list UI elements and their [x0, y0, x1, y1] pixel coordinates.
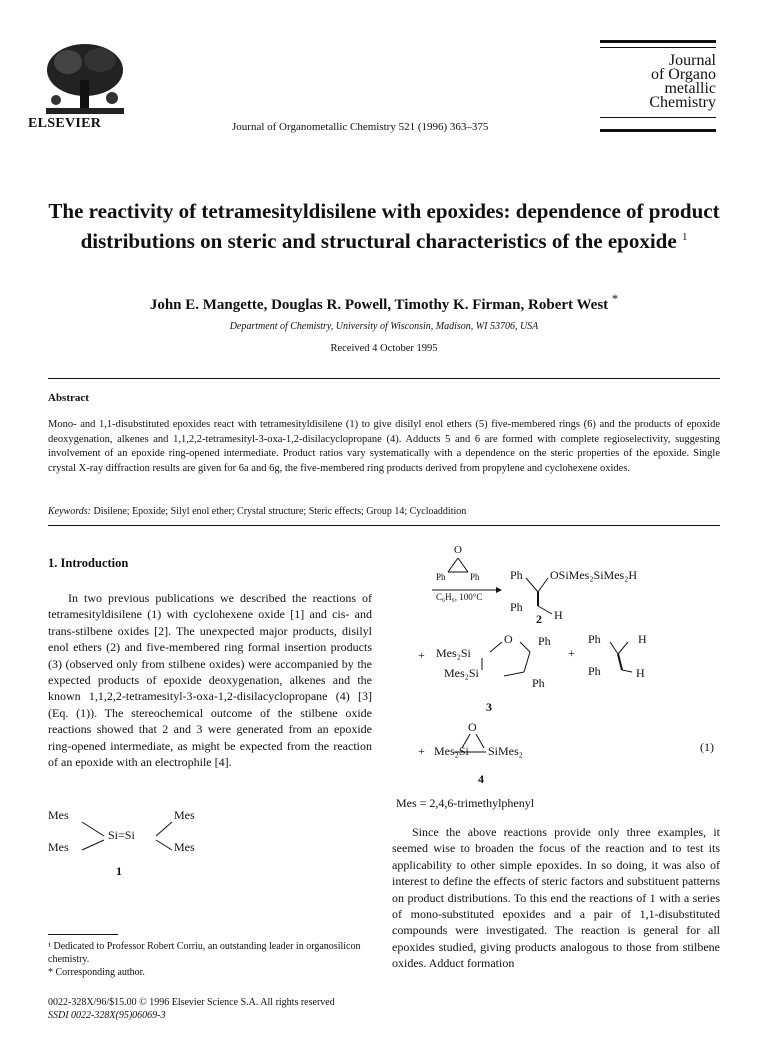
affiliation: Department of Chemistry, University of Wisconsin, Madison, WI 53706, USA: [229, 321, 539, 332]
mes-label: Mes: [48, 840, 69, 854]
article-title: [40, 198, 728, 254]
mes-label: Mes: [174, 840, 195, 854]
elsevier-tree-logo: [40, 40, 130, 118]
si-si-bond: Si=Si: [108, 828, 135, 842]
divider: [48, 525, 720, 526]
compound-label: 2: [536, 612, 542, 626]
ssdi-line: SSDI 0022-328X(95)06069-3: [48, 1010, 166, 1021]
article-title-text: The reactivity of tetramesityldisilene with epoxides: dependence of product distributions on steric and structural characteristics of the epoxide: [48, 199, 720, 253]
mes2si-label: Mes₂Si: [436, 646, 471, 660]
section-heading: 1. Introduction: [48, 556, 129, 570]
authors-text: John E. Mangette, Douglas R. Powell, Timothy K. Firman, Robert West: [149, 297, 609, 313]
epoxide-o: O: [454, 544, 462, 556]
received-date: Received 4 October 1995: [330, 343, 438, 354]
alkene-ph: Ph: [588, 664, 601, 678]
copyright-line: 0022-328X/96/$15.00 © 1996 Elsevier Science S.A. All rights reserved: [48, 997, 335, 1008]
divider: [48, 378, 720, 379]
keywords: [48, 506, 720, 517]
mes-label: Mes: [174, 808, 195, 822]
keywords-list: Disilene; Epoxide; Silyl enol ether; Crystal structure; Steric effects; Group 14; Cycloaddition: [93, 506, 467, 517]
mes-definition: Mes = 2,4,6-trimethylphenyl: [396, 796, 535, 810]
compound-label: 1: [116, 864, 122, 878]
publisher-name: ELSEVIER: [28, 116, 102, 131]
oxa-o: O: [468, 720, 477, 734]
product2-osi: OSiMes₂SiMes₂H: [550, 568, 638, 582]
alkene-h: H: [638, 632, 647, 646]
ring-ph: Ph: [538, 634, 551, 648]
journal-logo-rule-bottom: [600, 117, 716, 118]
journal-logo-line: Chemistry: [649, 94, 716, 111]
journal-logo-line: metallic: [664, 80, 716, 97]
footnote-rule: [48, 934, 118, 935]
epoxide-ph: Ph: [436, 572, 446, 582]
reaction-conditions: C₆H₆, 100°C: [436, 592, 483, 602]
epoxide-ph: Ph: [470, 572, 480, 582]
oxa-right: SiMes₂: [488, 744, 523, 758]
journal-citation: Journal of Organometallic Chemistry 521 (1996) 363–375: [232, 121, 489, 133]
journal-logo-rule: [600, 47, 716, 48]
oxa-left: Mes₂Si: [434, 744, 469, 758]
product2-ph: Ph: [510, 600, 523, 614]
journal-logo-line: Journal: [668, 52, 716, 69]
reaction-scheme: [392, 544, 722, 793]
abstract-heading: Abstract: [48, 392, 89, 404]
mes2si-label: Mes₂Si: [444, 666, 479, 680]
footnote-corresponding: * Corresponding author.: [48, 967, 145, 978]
plus-sign: +: [418, 648, 425, 662]
mes-label: Mes: [48, 808, 69, 822]
keywords-label: Keywords:: [48, 506, 91, 517]
journal-logo-line: of Organo: [650, 66, 716, 83]
copyright-block: [48, 996, 335, 1022]
ring-ph: Ph: [532, 676, 545, 690]
compound-label: 3: [486, 700, 492, 714]
plus-sign: +: [568, 646, 575, 660]
abstract-text: Mono- and 1,1-disubstituted epoxides react with tetramesityldisilene (1) to give disilyl enol ethers (5) five-membered rings (6) and the products of epoxide deoxygenation, alkenes and 1,1,2,2-tetramesityl-3-oxa-1,2-disilacyclopropane (4). Adducts 5 and 6 are formed with complete regioselectivity, suggesting involvement of an epoxide ring-opened intermediate. Product ratios vary systematically with a dependence on the steric properties of the epoxide. Single crystal X-ray diffraction results are given for 6a and 6g, the five-membered ring products derived from propylene and cyclohexene oxides.: [48, 419, 720, 474]
alkene-h: H: [636, 666, 645, 680]
footnote-dedication: ¹ Dedicated to Professor Robert Corriu, an outstanding leader in organosilicon chemistry.: [48, 941, 361, 965]
author-list: [40, 292, 728, 314]
equation-number: (1): [700, 740, 714, 754]
alkene-ph: Ph: [588, 632, 601, 646]
product2-h: H: [554, 608, 563, 622]
body-paragraph: Since the above reactions provide only three examples, it seemed wise to broaden the focus of the reaction and to test its applicability to other simple epoxides. In so doing, it was also of interest to define the effects of steric factors and substituent patterns on product distributions. To this end the reactions of 1 with a series of mono-substituted epoxides and a pair of 1,1-disubstituted compounds were investigated. The reaction is general for all epoxides studied, giving products analogous to those from stilbene oxides. Adduct formation: [392, 825, 720, 971]
compound-label: 4: [478, 772, 484, 786]
footnotes: [48, 940, 378, 979]
product2-ph: Ph: [510, 568, 523, 582]
ring-o: O: [504, 632, 513, 646]
intro-paragraph: In two previous publications we described the reactions of tetramesityldisilene (1) with cyclohexene oxide [1] and cis- and trans-stilbene oxides [2]. The unexpected major products, disilyl enol ethers (2) and five-membered ring formal insertion products (3) (observed only from stilbene oxides) were accompanied by the expected products of epoxide deoxygenation, alkenes and the known 1,1,2,2-tetramesityl-3-oxa-1,2-disilacyclopropane (4) [3] (Eq. (1)). The stereochemical outcome of the stilbene oxide reactions showed that 2 and 3 were generated from an epoxide ring-opened intermediate, as might be expected from the reaction of an epoxide with an electrophile [4].: [48, 591, 372, 770]
title-footnote-mark: 1: [681, 231, 688, 243]
author-mark: *: [611, 292, 619, 306]
plus-sign: +: [418, 744, 425, 758]
